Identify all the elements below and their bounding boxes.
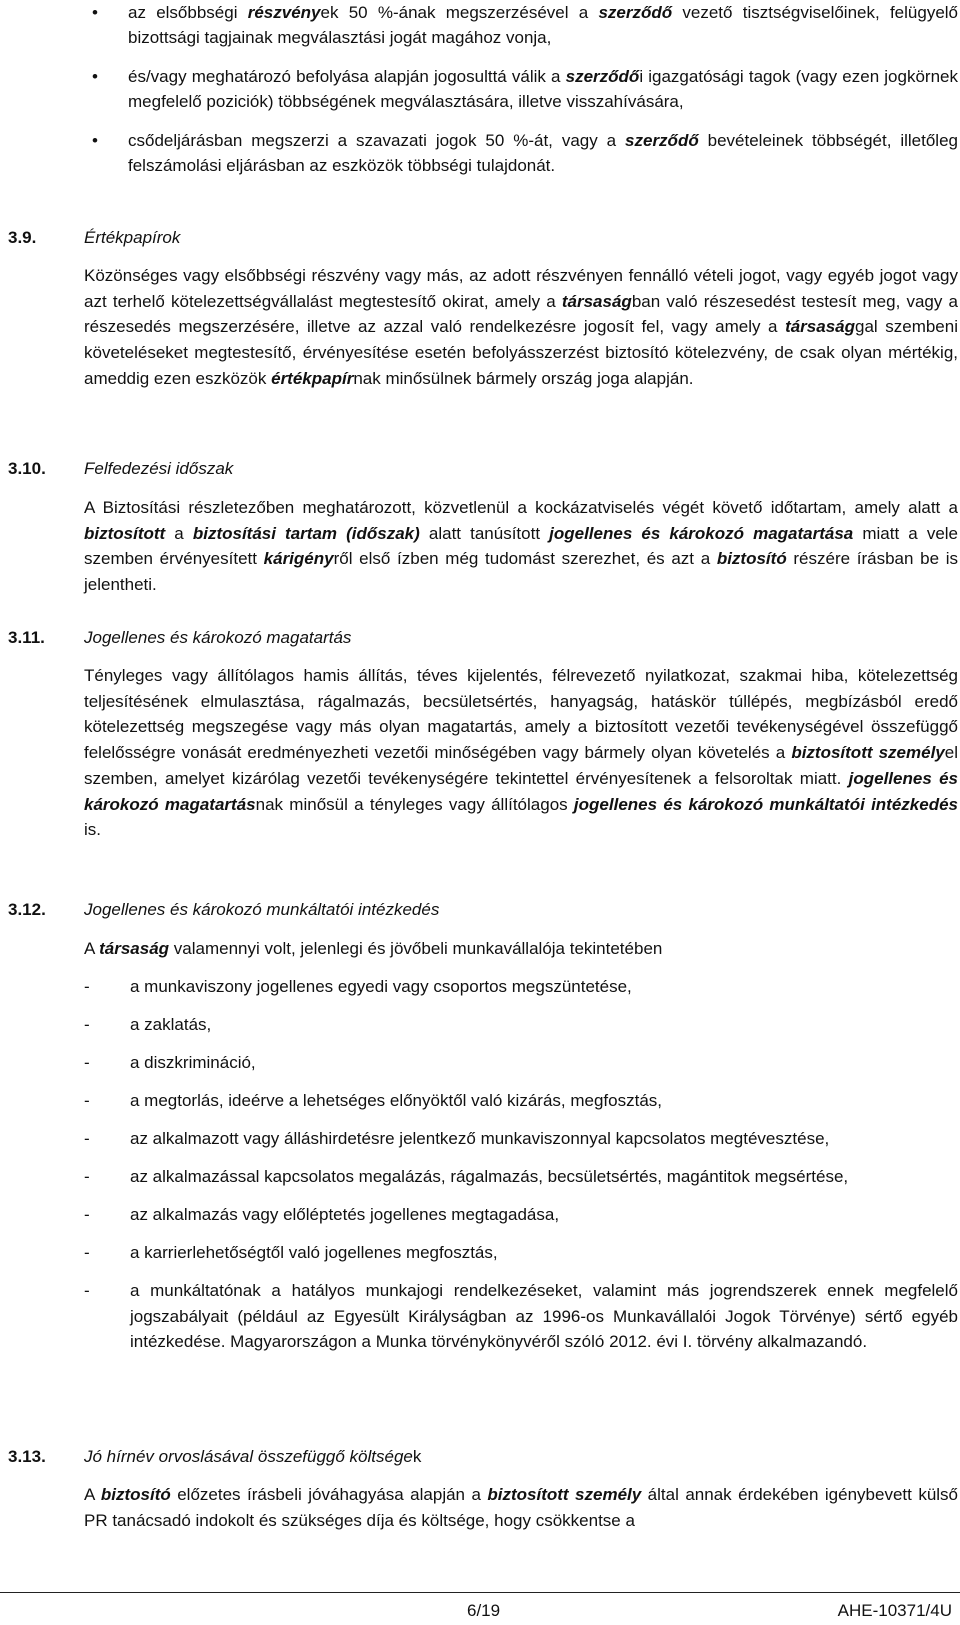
section-number: 3.13. [8,1447,46,1466]
section-title: Értékpapírok [84,228,181,247]
section-body-3-9: Közönséges vagy elsőbbségi részvény vagy más, az adott részvényen fennálló vételi jogot, vagy egyéb jogot vagy azt terhelő kötelezettségvállalást megtestesítő okirat, amely a társaságban való részesedést testesít meg, vagy a részesedés megszerzésére, illetve az azzal való rendelkezésre jogosít fel, vagy amely a társasággal szembeni követeléseket megtestesítő, érvényesítése esetén befolyásszerzést biztosító kötelezvény, de csak olyan mértékig, ameddig ezen eszközök értékpapírnak minősülnek bármely ország joga alapján. [84,266,959,388]
defined-term: társaság [561,291,632,311]
list-item: - a zaklatás, [84,1012,958,1038]
control-conditions-list [128,0,958,192]
defined-term: biztosított [84,523,166,543]
list-item: - a munkaviszony jogellenes egyedi vagy csoportos megszüntetése, [84,974,958,1000]
list-item: - a karrierlehetőségtől való jogellenes megfosztás, [84,1240,958,1266]
defined-term: társaság [99,939,170,958]
page-number: 6/19 [467,1601,501,1620]
document-code: AHE-10371/4U [837,1601,952,1620]
list-item: • és/vagy meghatározó befolyása alapján jogosulttá válik a szerződői igazgatósági tagok (vagy ezen jogkörnek megfelelő poziciók) többségének megválasztására, illetve visszahívására, [128,64,958,114]
defined-term: szerződő [598,3,673,22]
section-number: 3.12. [8,900,46,919]
list-item: - a megtorlás, ideérve a lehetséges előnyöktől való kizárás, megfosztás, [84,1088,958,1114]
list-item: - a munkáltatónak a hatályos munkajogi rendelkezéseket, valamint más jogrendszerek ennek megfelelő jogszabályait (például az Egyesült Királyságban az 1996-os Munkavállalói Jogok Törvénye) sértő egyéb intézkedése. Magyarországon a Munka törvénykönyvéről szóló 2012. évi I. törvény alkalmazandó. [84,1278,958,1355]
list-item: - az alkalmazással kapcsolatos megalázás, rágalmazás, becsületsértés, magántitok megsértése, [84,1164,958,1190]
section-title: Jó hírnév orvoslásával összefüggő költsége [84,1447,413,1466]
defined-term: biztosítási tartam (időszak) [192,523,420,543]
section-title: Felfedezési időszak [84,459,234,478]
section-heading-3-11 [8,625,908,650]
section-intro-3-12: A társaság valamennyi volt, jelenlegi és jövőbeli munkavállalója tekintetében [84,939,663,958]
section-number: 3.10. [8,459,46,478]
defined-term: jogellenes és károkozó magatartása [549,523,854,543]
defined-term: biztosító [716,549,787,569]
defined-term: biztosító [100,1485,171,1504]
defined-term: szerződő [625,131,699,150]
list-item: - az alkalmazás vagy előléptetés jogellenes megtagadása, [84,1202,958,1228]
section-title: Jogellenes és károkozó munkáltatói intézkedés [84,900,440,919]
section-heading-3-13 [8,1444,908,1469]
section-heading-3-9 [8,225,908,250]
section-title: Jogellenes és károkozó magatartás [84,628,352,647]
list-item: • az elsőbbségi részvények 50 %-ának megszerzésével a szerződő vezető tisztségviselőinek, felügyelő bizottsági tagjainak megválasztási jogát magához vonja, [128,0,958,50]
defined-term: biztosított személy [487,1485,642,1504]
defined-term: szerződő [565,67,640,86]
section-number: 3.9. [8,228,37,247]
footer-divider [0,1592,960,1593]
section-body-3-13: A biztosító előzetes írásbeli jóváhagyása alapján a biztosított személy által annak érdekében igénybevett külső PR tanácsadó indokolt és szükséges díja és költsége, hogy csökkentse a [84,1485,959,1530]
list-item: - a diszkrimináció, [84,1050,958,1076]
defined-term: értékpapír [271,368,354,388]
defined-term: társaság [785,317,855,337]
list-item: - az alkalmazott vagy álláshirdetésre jelentkező munkaviszonnyal kapcsolatos megtévesztése, [84,1126,958,1152]
defined-term: jogellenes és károkozó munkáltatói intézkedés [573,794,959,814]
section-number: 3.11. [8,628,45,647]
defined-term: biztosított személy [791,743,945,763]
defined-term: részvény [247,3,321,22]
section-body-3-11: Tényleges vagy állítólagos hamis állítás, téves kijelentés, félrevezető nyilatkozat, szakmai hiba, kötelezettség teljesítésének elmulasztása, rágalmazás, becsületsértés, hanyagság, hatáskör túllépés, megbízásból eredő kötelezettség megszegése vagy más olyan magatartás, amely a biztosított vezetői tevékenységével összefüggő felelősségre vonását eredményezheti vezetői minőségében vagy bármely olyan követelés a biztosított személyel szemben, amelyet kizárólag vezetői tevékenységére tekintettel érvényesítenek a felsoroltak miatt. jogellenes és károkozó magatartásnak minősül a tényleges vagy állítólagos jogellenes és károkozó munkáltatói intézkedés is. [84,666,959,840]
section-title-tail: k [412,1447,422,1466]
defined-term: kárigény [263,549,334,569]
list-item: • csődeljárásban megszerzi a szavazati jogok 50 %-át, vagy a szerződő bevételeinek többségét, illetőleg felszámolási eljárásban az eszközök többségi tulajdonát. [128,128,958,178]
section-heading-3-10 [8,456,908,481]
section-body-3-10: A Biztosítási részletezőben meghatározott, közvetlenül a kockázatviselés végét követő időtartam, amely alatt a biztosított a biztosítási tartam (időszak) alatt tanúsított jogellenes és károkozó magatartása miatt a vele szemben érvényesített kárigényről első ízben még tudomást szerezhet, és azt a biztosító részére írásban be is jelentheti. [84,498,959,595]
employment-practice-list [84,974,958,1367]
section-heading-3-12 [8,897,908,922]
defined-term: jogellenes és károkozó magatartás [84,768,958,814]
